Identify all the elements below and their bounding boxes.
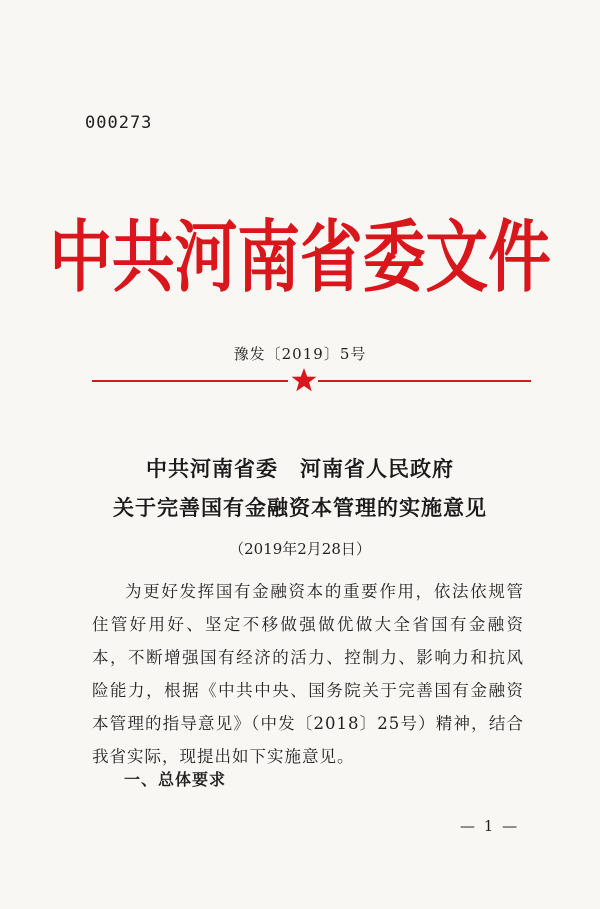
section-heading: 一、总体要求 [124, 770, 227, 789]
issuer-header: 中共河南省委文件 [49, 210, 551, 303]
document-title-line-1: 中共河南省委 河南省人民政府 [146, 456, 454, 481]
serial-number: 000273 [85, 113, 153, 133]
document-date: （2019年2月28日） [229, 540, 371, 558]
red-divider-left [92, 380, 288, 382]
star-icon [291, 367, 317, 393]
red-divider-right [318, 380, 531, 382]
document-code: 豫发〔2019〕5号 [233, 345, 367, 363]
page-number: — 1 — [460, 817, 520, 835]
body-paragraph: 为更好发挥国有金融资本的重要作用，依法依规管住管好用好、坚定不移做强做优做大全省国有金融资本，不断增强国有经济的活力、控制力、影响力和抗风险能力，根据《中共中央、国务院关于完善国有金融资本管理的指导意见》（中发〔2018〕25号）精神，结合我省实际，现提出如下实施意见。 [92, 582, 524, 766]
document-title-line-2: 关于完善国有金融资本管理的实施意见 [113, 495, 487, 520]
